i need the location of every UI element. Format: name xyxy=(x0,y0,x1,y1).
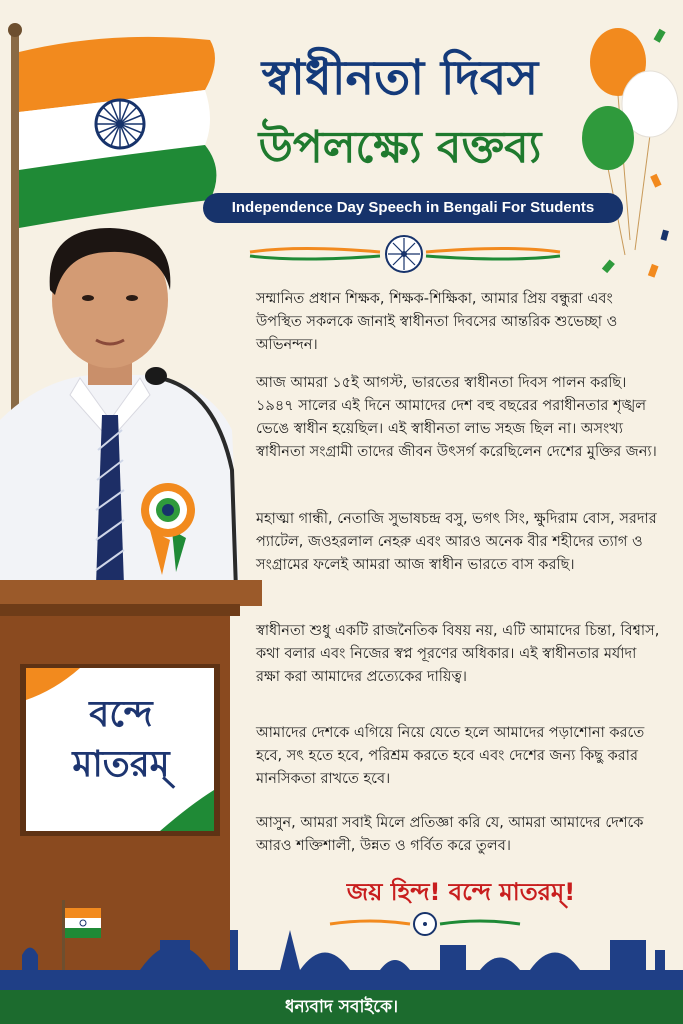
speech-paragraph-5: আমাদের দেশকে এগিয়ে নিয়ে যেতে হলে আমাদের পড়াশোনা করতে হবে, সৎ হতে হবে, পরিশ্রম করতে হবে এবং দেশের জন্য কিছু করার মানসিকতা রাখতে হবে। xyxy=(256,725,645,787)
divider-bottom xyxy=(330,913,520,935)
title-line-1: স্বাধীনতা দিবস xyxy=(261,50,539,106)
podium-sign-line-2: মাতরম্ xyxy=(72,744,170,785)
speech-paragraph-1: সম্মানিত প্রধান শিক্ষক, শিক্ষক-শিক্ষিকা, আমার প্রিয় বন্ধুরা এবং উপস্থিত সকলকে জানাই স্বাধীনতা দিবসের আন্তরিক শুভেচ্ছা ও অভিনন্দন। xyxy=(256,291,618,353)
podium-sign-line-1: বন্দে xyxy=(89,694,153,735)
speech-paragraph-3: মহাত্মা গান্ধী, নেতাজি সুভাষচন্দ্র বসু, ভগৎ সিং, ক্ষুদিরাম বোস, সরদার প্যাটেল, জওহরলাল নেহরু এবং আরও অনেক বীর শহীদের ত্যাগ ও সংগ্রামের ফলেই আমরা আজ স্বাধীন ভারতে বাস করছি। xyxy=(256,511,657,573)
speech-paragraph-4: স্বাধীনতা শুধু একটি রাজনৈতিক বিষয় নয়, এটি আমাদের চিন্তা, বিশ্বাস, কথা বলার এবং নিজের স্বপ্ন পূরণের অধিকার। এই স্বাধীনতার মর্যাদা রক্ষা করা আমাদের প্রত্যেকের দায়িত্ব। xyxy=(256,623,660,685)
closing-slogan: জয় হিন্দ! বন্দে মাতরম্! xyxy=(346,878,576,906)
main-flag-icon xyxy=(19,37,216,228)
student-figure xyxy=(0,228,240,600)
footer-thanks: ধন্যবাদ সবাইকে। xyxy=(284,997,399,1017)
flag-pole-top xyxy=(8,23,22,37)
speech-paragraph-6: আসুন, আমরা সবাই মিলে প্রতিজ্ঞা করি যে, আমরা আমাদের দেশকে আরও শক্তিশালী, উন্নত ও গর্বিত করে তুলব। xyxy=(256,815,644,854)
divider-top xyxy=(250,236,560,272)
flag-pole xyxy=(11,30,19,410)
title-line-2: উপলক্ষ্যে বক্তব্য xyxy=(258,122,542,173)
subtitle-badge: Independence Day Speech in Bengali For Students xyxy=(203,193,623,223)
podium-sign-text xyxy=(28,690,214,790)
speech-paragraph-2: আজ আমরা ১৫ই আগস্ট, ভারতের স্বাধীনতা দিবস পালন করছি। ১৯৪৭ সালের এই দিনে আমাদের দেশ বহু বছরের পরাধীনতার শৃঙ্খল ভেঙে স্বাধীন হয়েছিল। এই স্বাধীনতা লাভ সহজ ছিল না। অসংখ্য স্বাধীনতা সংগ্রামী তাদের জীবন উৎসর্গ করেছিলেন দেশের মুক্তির জন্য। xyxy=(256,375,657,460)
